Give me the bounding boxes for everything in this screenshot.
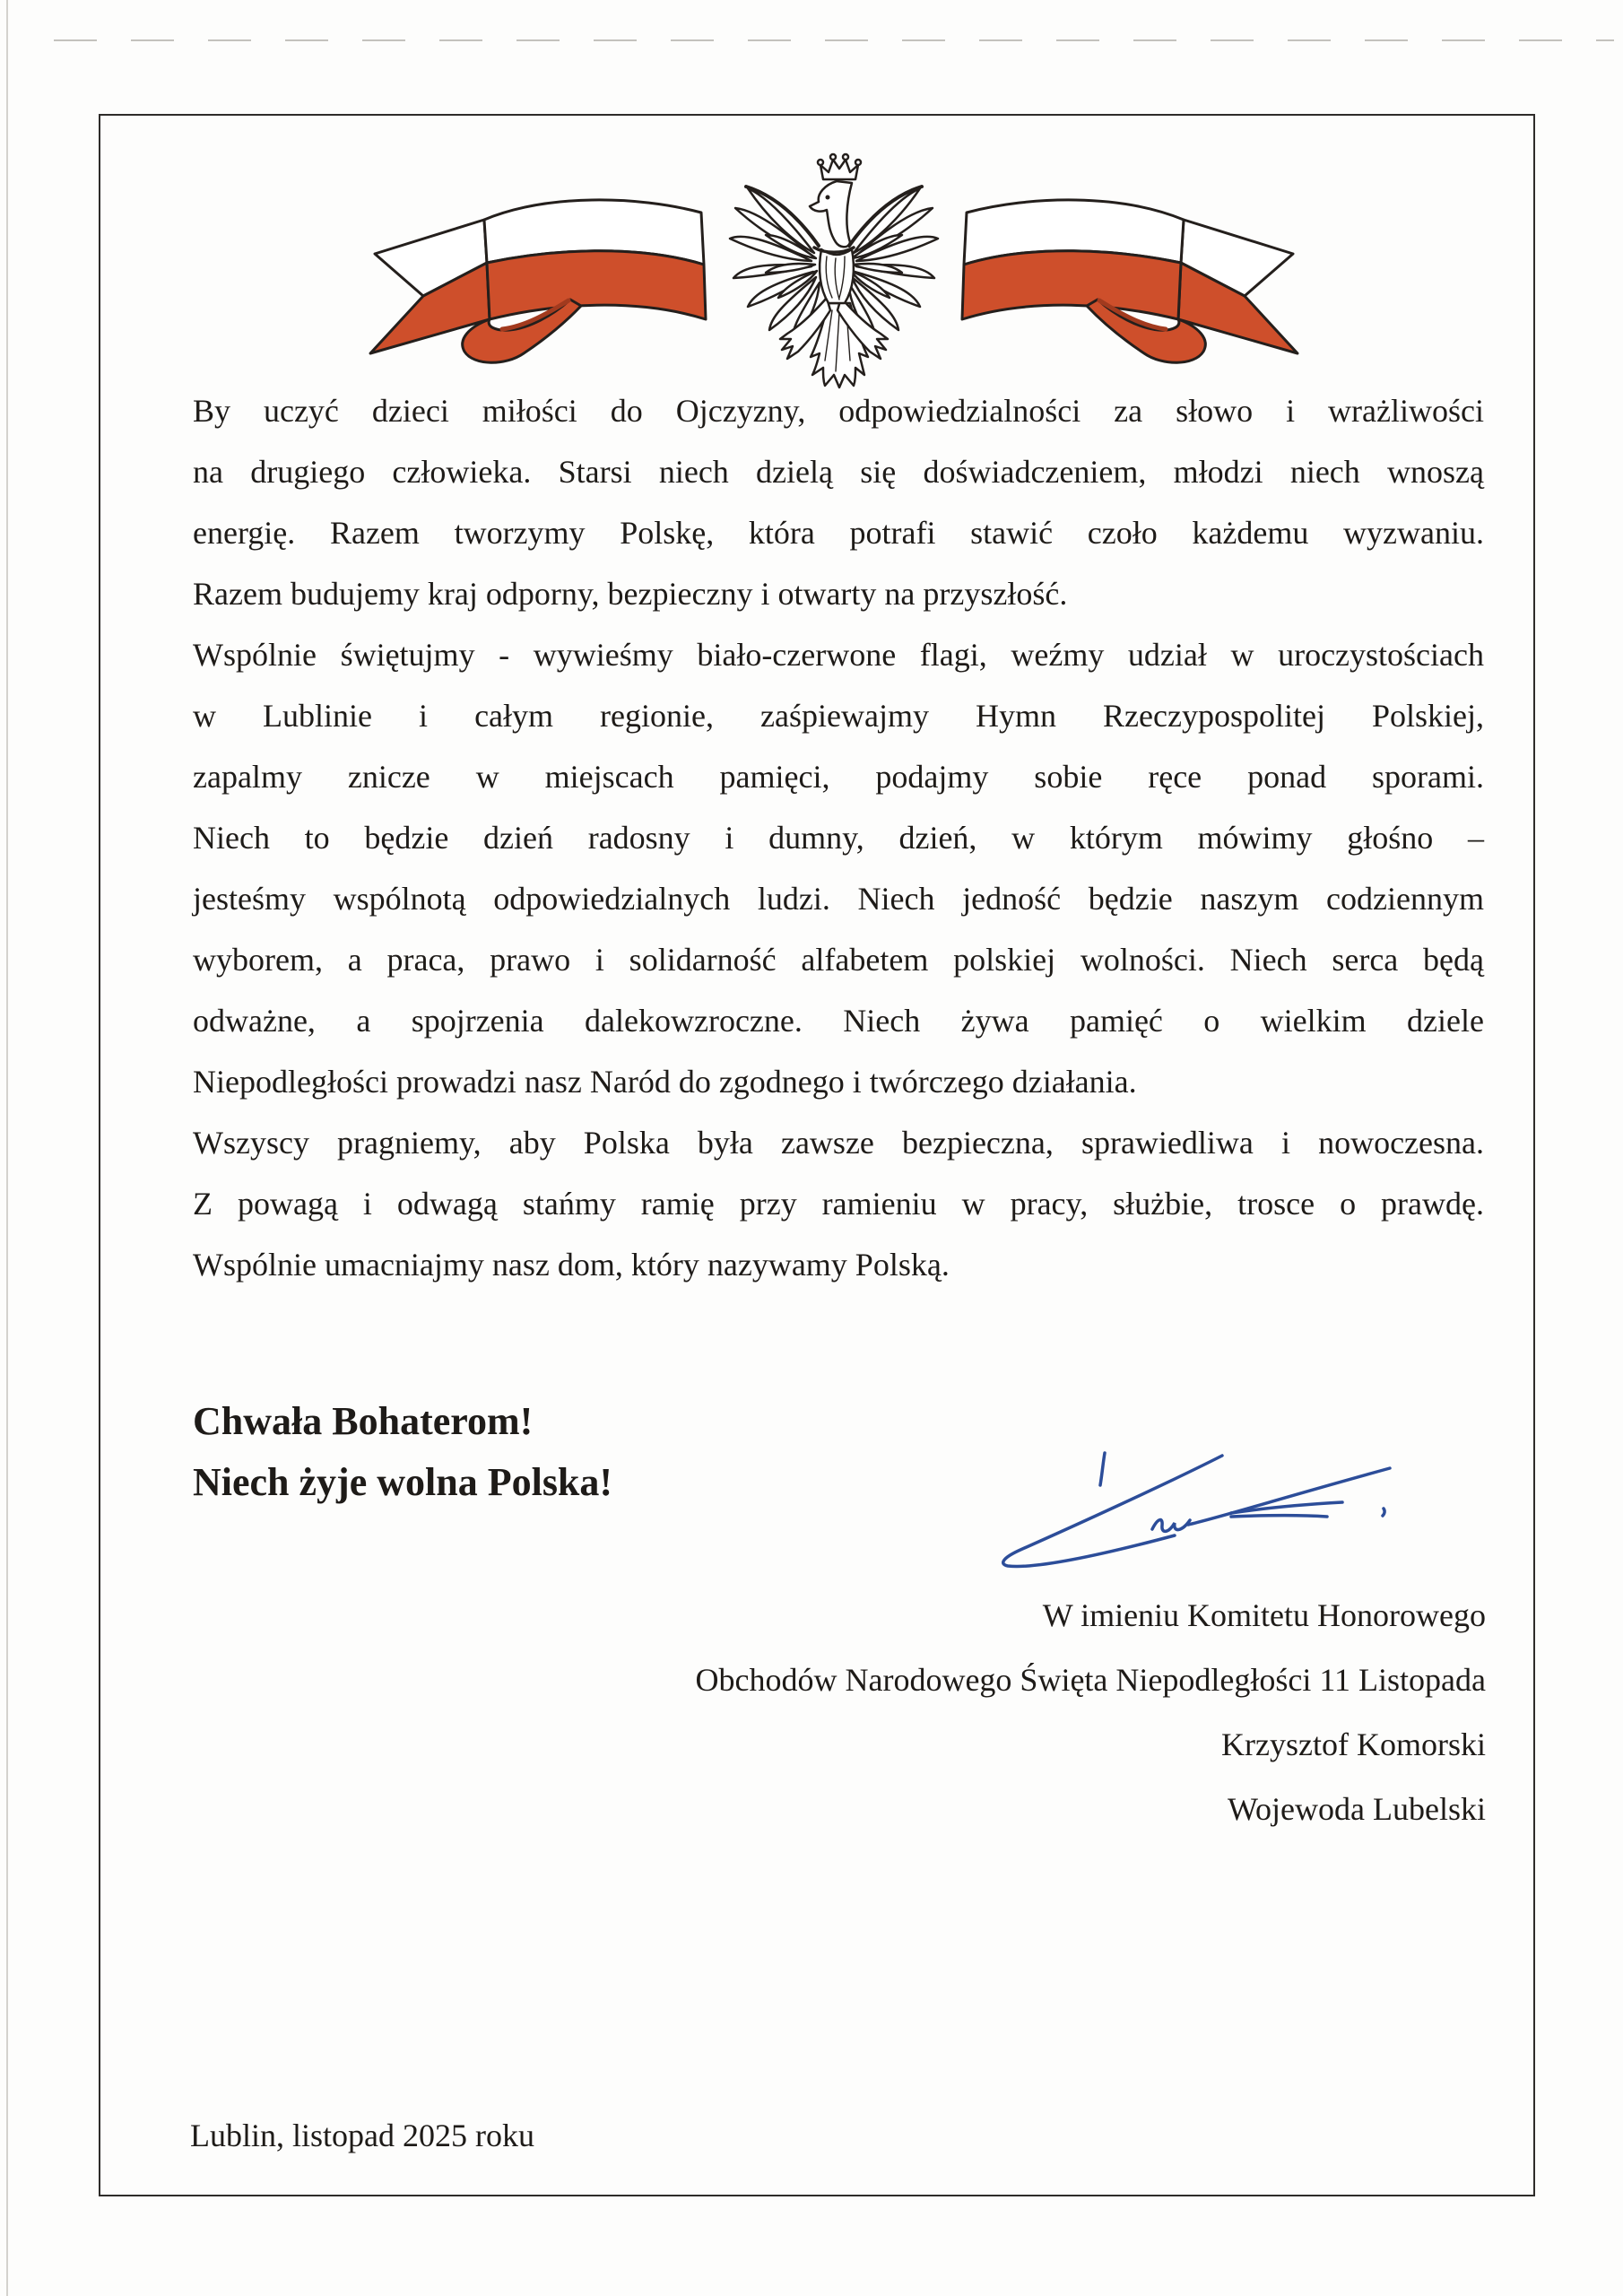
handwritten-signature (986, 1435, 1417, 1578)
polish-eagle-crowned-icon (728, 152, 940, 393)
letter-body (193, 380, 1484, 1295)
body-line: Niech to będzie dzień radosny i dumny, dzień, w którym mówimy głośno – (193, 820, 1484, 856)
signoff-line: Chwała Bohaterom! (193, 1399, 534, 1443)
flag-ribbon-icon (959, 178, 1300, 370)
signoff-line: Niech żyje wolna Polska! (193, 1460, 613, 1504)
signature-block-line: Krzysztof Komorski (1221, 1726, 1486, 1762)
scan-artifact-line (54, 39, 1614, 41)
signature-block (538, 1583, 1486, 1841)
flag-ribbon-icon (368, 178, 708, 370)
body-line: Wspólnie umacniajmy nasz dom, który nazywamy Polską. (193, 1247, 950, 1283)
body-line: zapalmy znicze w miejscach pamięci, podajmy sobie ręce ponad sporami. (193, 759, 1484, 795)
scan-artifact-line-vertical (6, 0, 8, 2296)
dateline: Lublin, listopad 2025 roku (190, 2118, 534, 2153)
body-line: Razem budujemy kraj odporny, bezpieczny i otwarty na przyszłość. (193, 576, 1068, 612)
signature-block-line: Wojewoda Lubelski (1227, 1791, 1486, 1827)
body-line: By uczyć dzieci miłości do Ojczyzny, odpowiedzialności za słowo i wrażliwości (193, 393, 1484, 429)
signature-block-line: W imieniu Komitetu Honorowego (1042, 1597, 1486, 1633)
signoff-block (193, 1391, 612, 1513)
body-line: Niepodległości prowadzi nasz Naród do zgodnego i twórczego działania. (193, 1064, 1137, 1100)
body-line: w Lublinie i całym regionie, zaśpiewajmy Hymn Rzeczypospolitej Polskiej, (193, 698, 1484, 734)
signature-block-line: Obchodów Narodowego Święta Niepodległości 11 Listopada (695, 1662, 1486, 1698)
body-line: energię. Razem tworzymy Polskę, która potrafi stawić czoło każdemu wyzwaniu. (193, 515, 1484, 551)
body-line: jesteśmy wspólnotą odpowiedzialnych ludzi. Niech jedność będzie naszym codziennym (193, 881, 1484, 917)
body-line: Wspólnie świętujmy - wywieśmy biało-czerwone flagi, weźmy udział w uroczystościach (193, 637, 1484, 673)
body-line: na drugiego człowieka. Starsi niech dzielą się doświadczeniem, młodzi niech wnoszą (193, 454, 1484, 490)
body-line: Wszyscy pragniemy, aby Polska była zawsze bezpieczna, sprawiedliwa i nowoczesna. (193, 1125, 1484, 1161)
body-line: odważne, a spojrzenia dalekowzroczne. Niech żywa pamięć o wielkim dziele (193, 1003, 1484, 1039)
body-line: Z powagą i odwagą stańmy ramię przy ramieniu w pracy, służbie, trosce o prawdę. (193, 1186, 1484, 1222)
body-line: wyborem, a praca, prawo i solidarność alfabetem polskiej wolności. Niech serca będą (193, 942, 1484, 978)
